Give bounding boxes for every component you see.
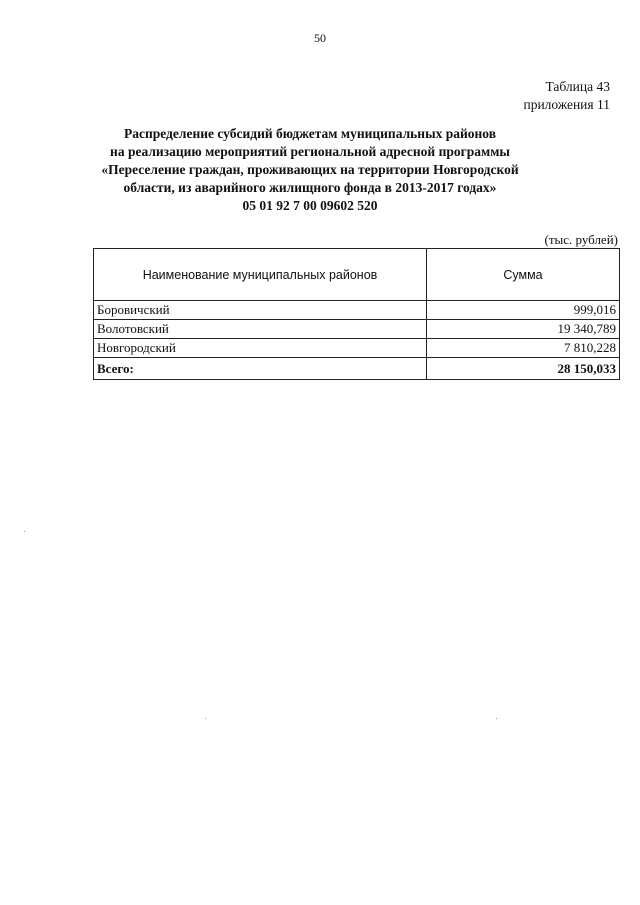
table-reference — [523, 78, 610, 114]
title-line-4: области, из аварийного жилищного фонда в 2013-2017 годах» — [123, 180, 497, 195]
units-label: (тыс. рублей) — [544, 232, 618, 247]
district-amount: 999,016 — [427, 301, 620, 320]
page-number: 50 — [314, 31, 326, 45]
scan-speck — [205, 718, 206, 719]
scan-speck — [24, 531, 25, 532]
header-district-name: Наименование муниципальных районов — [94, 249, 427, 301]
district-amount: 7 810,228 — [427, 339, 620, 358]
table-row — [94, 301, 620, 320]
table-header-row — [94, 249, 620, 301]
table-row — [94, 339, 620, 358]
total-amount: 28 150,033 — [427, 358, 620, 380]
total-label: Всего: — [94, 358, 427, 380]
header-amount: Сумма — [427, 249, 620, 301]
table-row — [94, 320, 620, 339]
scan-speck — [496, 718, 497, 719]
total-row — [94, 358, 620, 380]
table-reference-line-1: Таблица 43 — [545, 79, 610, 94]
subsidies-table — [93, 248, 620, 380]
table-reference-line-2: приложения 11 — [523, 97, 610, 112]
title-line-1: Распределение субсидий бюджетам муниципальных районов — [123, 126, 497, 141]
title-line-3: «Переселение граждан, проживающих на территории Новгородской — [101, 162, 519, 177]
district-name: Боровичский — [94, 301, 427, 320]
district-name: Волотовский — [94, 320, 427, 339]
district-name: Новгородский — [94, 339, 427, 358]
district-amount: 19 340,789 — [427, 320, 620, 339]
document-title — [95, 125, 525, 215]
budget-code: 05 01 92 7 00 09602 520 — [242, 198, 378, 213]
title-line-2: на реализацию мероприятий региональной адресной программы — [110, 144, 510, 159]
